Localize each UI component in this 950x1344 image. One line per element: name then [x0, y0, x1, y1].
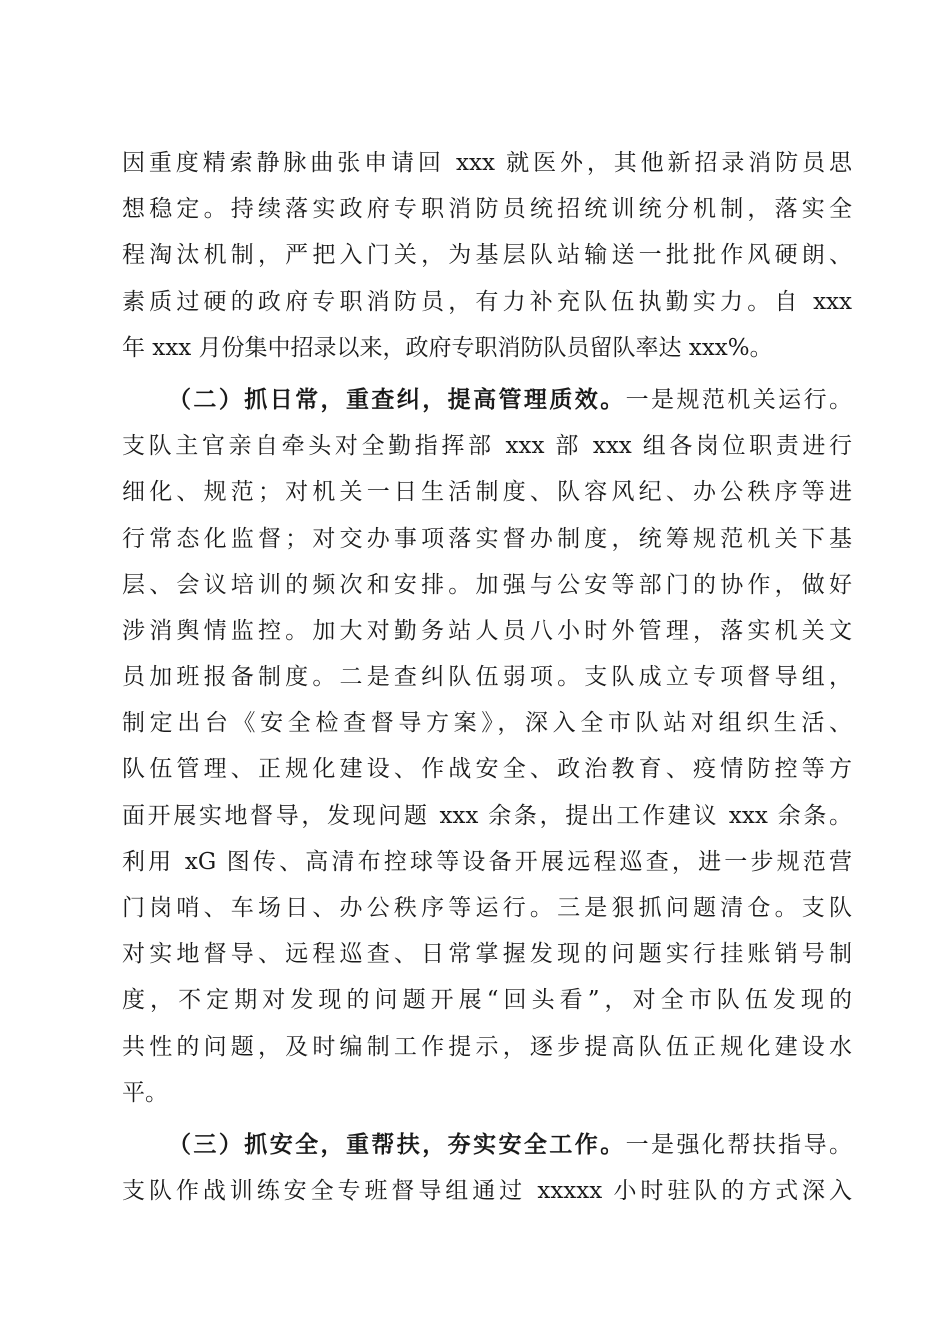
text-line: 员加班报备制度。二是查纠队伍弱项。支队成立专项督导组，	[122, 664, 852, 691]
text-line: 制定出台《安全检查督导方案》，深入全市队站对组织生活、	[122, 710, 852, 737]
section-3-first-line-text: 一是强化帮扶指导。	[625, 1131, 853, 1158]
text-line: 面开展实地督导，发现问题 xxx 余条，提出工作建议 xxx 余条。	[122, 802, 852, 829]
section-2	[122, 377, 852, 1116]
text-line: 度，不定期对发现的问题开展“回头看”，对全市队伍发现的	[122, 987, 852, 1014]
text-line: 年 xxx 月份集中招录以来，政府专职消防队员留队率达 xxx%。	[122, 334, 773, 361]
section-3	[122, 1122, 852, 1214]
text-line: 队伍管理、正规化建设、作战安全、政治教育、疫情防控等方	[122, 756, 852, 783]
section-3-first-line	[122, 1122, 852, 1168]
section-2-first-line	[122, 377, 852, 423]
paragraph-1	[122, 140, 852, 371]
text-line: 门岗哨、车场日、办公秩序等运行。三是狠抓问题清仓。支队	[122, 895, 852, 921]
text-line: 支队作战训练安全专班督导组通过 xxxxx 小时驻队的方式深入	[122, 1178, 852, 1205]
text-line: 对实地督导、远程巡查、日常掌握发现的问题实行挂账销号制	[122, 941, 852, 968]
text-line: 素质过硬的政府专职消防员，有力补充队伍执勤实力。自 xxx	[122, 288, 852, 315]
text-line: 细化、规范；对机关一日生活制度、队容风纪、办公秩序等进	[122, 479, 852, 506]
text-line: 平。	[122, 1079, 168, 1106]
text-line: 共性的问题，及时编制工作提示，逐步提高队伍正规化建设水	[122, 1033, 852, 1060]
text-line: 涉消舆情监控。加大对勤务站人员八小时外管理，落实机关文	[122, 617, 852, 644]
text-line: 行常态化监督；对交办事项落实督办制度，统筹规范机关下基	[122, 525, 852, 552]
text-line: 因重度精索静脉曲张申请回 xxx 就医外，其他新招录消防员思	[122, 150, 852, 176]
text-line: 层、会议培训的频次和安排。加强与公安等部门的协作，做好	[122, 571, 852, 598]
section-2-first-line-text: 一是规范机关运行。	[625, 386, 853, 413]
document-body	[122, 140, 852, 1214]
text-line: 想稳定。持续落实政府专职消防员统招统训统分机制，落实全	[122, 196, 852, 223]
text-line: 程淘汰机制，严把入门关，为基层队站输送一批批作风硬朗、	[122, 242, 852, 269]
section-3-heading: （三）抓安全，重帮扶，夯实安全工作。	[168, 1130, 626, 1158]
text-line: 支队主官亲自牵头对全勤指挥部 xxx 部 xxx 组各岗位职责进行	[122, 433, 852, 460]
text-line: 利用 xG 图传、高清布控球等设备开展远程巡查，进一步规范营	[122, 848, 852, 875]
section-2-heading: （二）抓日常，重查纠，提高管理质效。	[168, 385, 626, 413]
